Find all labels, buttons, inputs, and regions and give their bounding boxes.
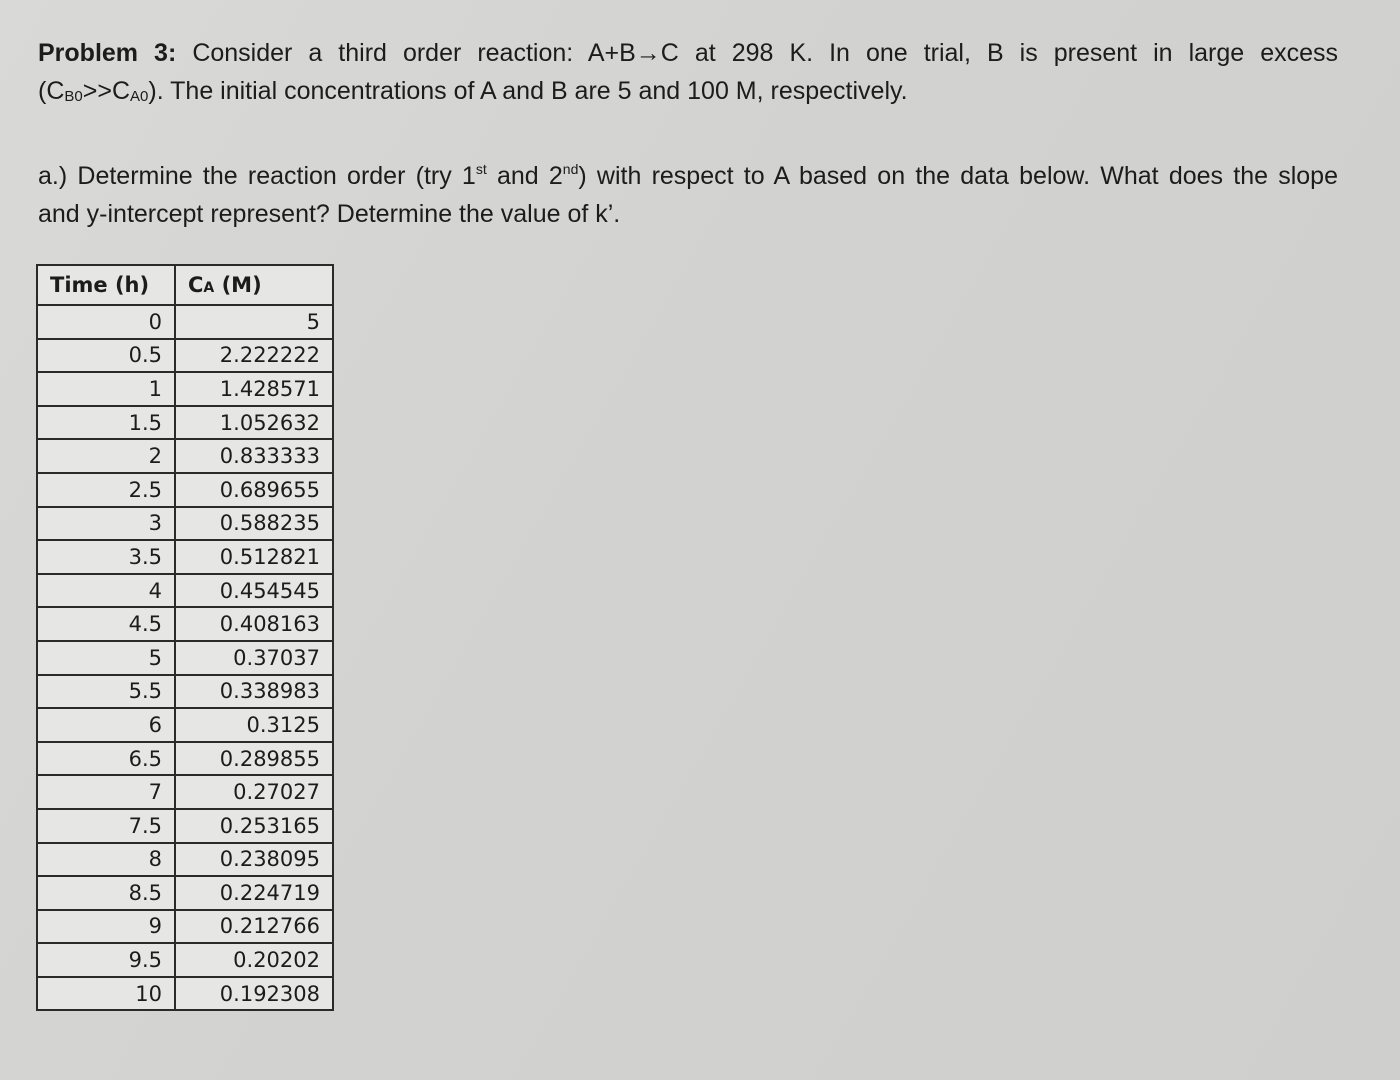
table-row <box>37 574 333 608</box>
table-row <box>37 843 333 877</box>
header-time: Time (h) <box>37 265 175 305</box>
cond-open: (C <box>38 77 65 105</box>
ca-cell: 0.833333 <box>175 439 333 473</box>
table-body <box>37 305 333 1010</box>
table-row <box>37 708 333 742</box>
table-row <box>37 305 333 339</box>
table-row <box>37 439 333 473</box>
time-cell: 2.5 <box>37 473 175 507</box>
time-cell: 4.5 <box>37 607 175 641</box>
sup-st: st <box>475 161 487 177</box>
table-row <box>37 372 333 406</box>
ca-cell: 1.052632 <box>175 406 333 440</box>
cond-sub-a0: A0 <box>130 88 149 105</box>
table-row <box>37 641 333 675</box>
ca-cell: 0.588235 <box>175 507 333 541</box>
ca-cell: 5 <box>175 305 333 339</box>
table-row <box>37 406 333 440</box>
time-cell: 9.5 <box>37 943 175 977</box>
ca-cell: 0.238095 <box>175 843 333 877</box>
time-cell: 5.5 <box>37 675 175 709</box>
question-line-2: and y-intercept represent? Determine the value of k’. <box>38 200 621 228</box>
table-row <box>37 943 333 977</box>
ca-cell: 0.689655 <box>175 473 333 507</box>
ca-cell: 0.212766 <box>175 910 333 944</box>
table-row <box>37 607 333 641</box>
time-cell: 4 <box>37 574 175 608</box>
ca-cell: 0.289855 <box>175 742 333 776</box>
ca-cell: 0.27027 <box>175 775 333 809</box>
time-cell: 8.5 <box>37 876 175 910</box>
time-cell: 3 <box>37 507 175 541</box>
table-row <box>37 339 333 373</box>
problem-statement <box>38 34 1338 116</box>
time-cell: 6 <box>37 708 175 742</box>
table-row <box>37 775 333 809</box>
header-ca-sub: A <box>203 280 215 296</box>
question-and: and 2 <box>486 162 563 190</box>
ca-cell: 0.20202 <box>175 943 333 977</box>
ca-cell: 0.338983 <box>175 675 333 709</box>
table-row <box>37 742 333 776</box>
time-cell: 10 <box>37 977 175 1011</box>
time-cell: 1 <box>37 372 175 406</box>
time-cell: 1.5 <box>37 406 175 440</box>
time-cell: 7.5 <box>37 809 175 843</box>
ca-cell: 0.192308 <box>175 977 333 1011</box>
ca-cell: 0.224719 <box>175 876 333 910</box>
time-cell: 7 <box>37 775 175 809</box>
cond-mid: >>C <box>82 77 131 105</box>
cond-sub-b0: B0 <box>64 88 83 105</box>
ca-cell: 0.408163 <box>175 607 333 641</box>
time-cell: 0 <box>37 305 175 339</box>
table-row <box>37 540 333 574</box>
question-rest: ) with respect to A based on the data below. What does the slope <box>578 162 1338 190</box>
question-a <box>38 150 1338 233</box>
time-cell: 0.5 <box>37 339 175 373</box>
time-cell: 3.5 <box>37 540 175 574</box>
problem-intro: Consider a third order reaction: A+B→C at 298 K. In one trial, B is present in large excess <box>192 39 1339 67</box>
time-cell: 9 <box>37 910 175 944</box>
time-cell: 6.5 <box>37 742 175 776</box>
header-ca-main: C <box>188 273 204 297</box>
question-line-1 <box>38 150 1338 195</box>
time-cell: 2 <box>37 439 175 473</box>
header-ca <box>175 265 333 305</box>
ca-cell: 2.222222 <box>175 339 333 373</box>
table-row <box>37 876 333 910</box>
table-row <box>37 977 333 1011</box>
ca-cell: 0.37037 <box>175 641 333 675</box>
time-cell: 8 <box>37 843 175 877</box>
data-table <box>36 264 334 1011</box>
ca-cell: 0.454545 <box>175 574 333 608</box>
table-row <box>37 675 333 709</box>
ca-cell: 0.253165 <box>175 809 333 843</box>
ca-cell: 0.3125 <box>175 708 333 742</box>
cond-rest: ). The initial concentrations of A and B are 5 and 100 M, respectively. <box>148 77 908 105</box>
time-cell: 5 <box>37 641 175 675</box>
table-row <box>37 473 333 507</box>
problem-line-2 <box>38 72 1338 116</box>
sup-nd: nd <box>562 161 579 177</box>
problem-line-1 <box>38 34 1338 72</box>
ca-cell: 0.512821 <box>175 540 333 574</box>
table-header-row <box>37 265 333 305</box>
table-row <box>37 910 333 944</box>
header-ca-unit: (M) <box>214 273 262 297</box>
question-part: a.) Determine the reaction order (try 1 <box>38 162 476 190</box>
table-row <box>37 507 333 541</box>
ca-cell: 1.428571 <box>175 372 333 406</box>
problem-label: Problem 3: <box>38 39 177 67</box>
table-row <box>37 809 333 843</box>
